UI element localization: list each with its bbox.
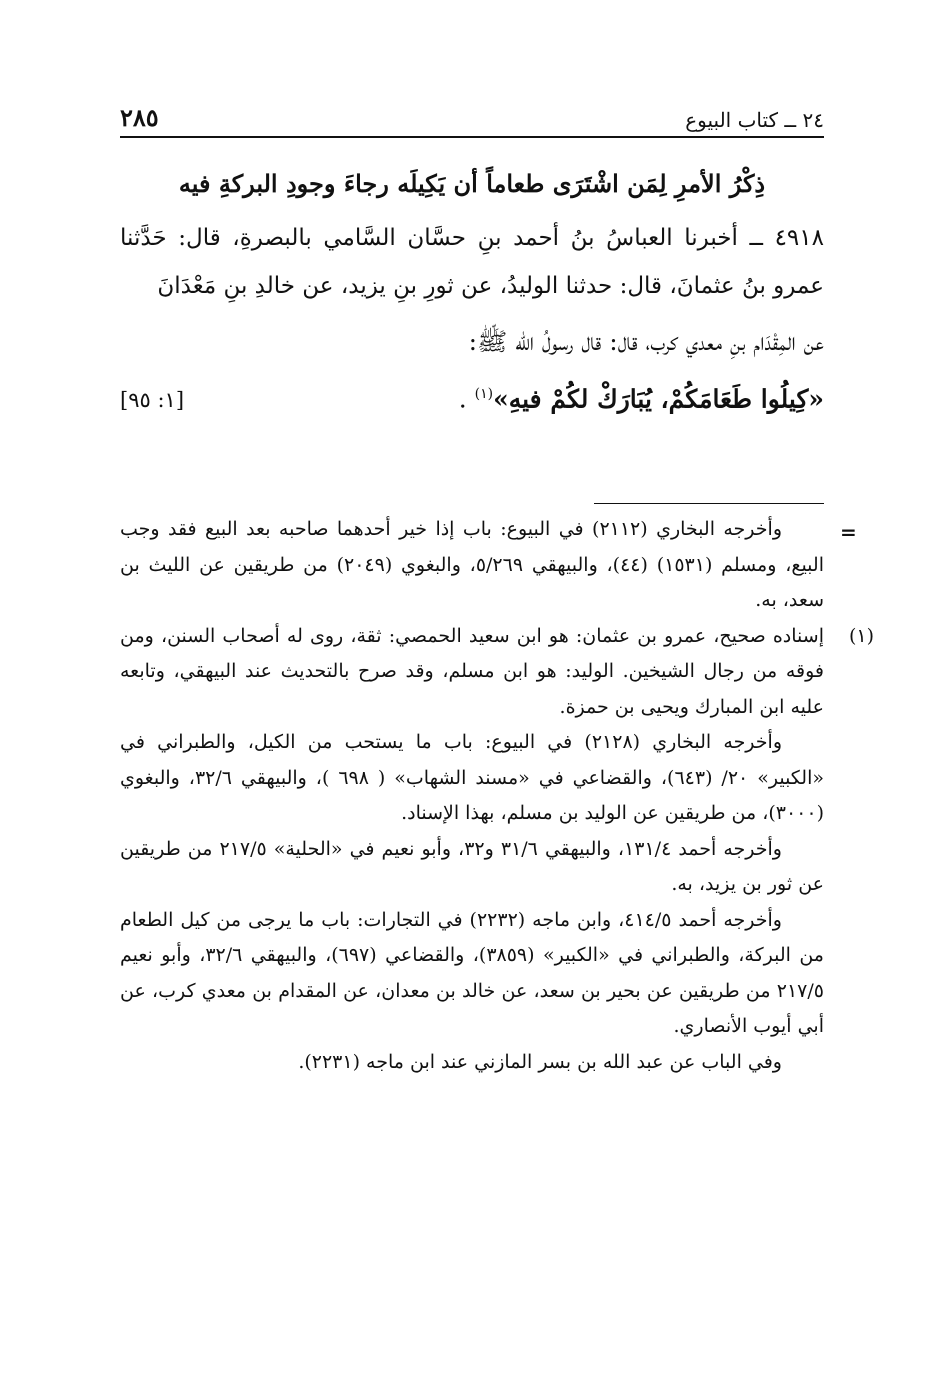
hadith-matn bbox=[459, 368, 824, 425]
footnote-1-number: (١) bbox=[848, 624, 874, 647]
hadith-reference: [١: ٩٥] bbox=[120, 388, 185, 413]
continuation-mark: = bbox=[840, 520, 857, 544]
footnote-1-para: وفي الباب عن عبد الله بن بسر المازني عند ابن ماجه (٢٢٣١). bbox=[298, 1050, 782, 1073]
hadith-isnad: ٤٩١٨ ــ أخبرنا العباسُ بنُ أحمد بنِ حسَّان السَّامي بالبصرةِ، قال: حَدَّثنا عمرو بنُ عثمانَ، قال: حدثنا الوليدُ، عن ثورِ بنِ يزيد، عن خالدِ بنِ مَعْدَانَ bbox=[120, 225, 824, 299]
footnote-1-para: وأخرجه أحمد ٤١٤/٥، وابن ماجه (٢٢٣٢) في التجارات: باب ما يرجى من كيل الطعام من البركة، والطبراني في «الكبير» (٣٨٥٩)، والقضاعي (٦٩٧)، والبيهقي ٣٢/٦، وأبو نعيم ٢١٧/٥ من طريقين عن بحير بن سعد، عن خالد بن معدان، عن المقدام بن معدي كرب، عن أبي أيوب الأنصاري. bbox=[120, 908, 824, 1037]
main-text bbox=[120, 158, 824, 426]
hadith-matn-intro: عن المِقْدَام بنِ معدي كرب، قال: قال رسولُ الله ﷺ: bbox=[468, 327, 824, 356]
footnotes bbox=[120, 512, 874, 1080]
footnote-1-para: وأخرجه أحمد ١٣١/٤، والبيهقي ٣١/٦ و٣٢، وأبو نعيم في «الحلية» ٢١٧/٥ من طريقين عن ثور بن يزيد، به. bbox=[120, 837, 824, 895]
header-rule bbox=[120, 136, 824, 138]
matn-end: . bbox=[458, 384, 475, 414]
footnote-separator bbox=[594, 503, 824, 504]
page-header bbox=[120, 92, 824, 132]
chapter-title: ذِكْرُ الأمرِ لِمَن اشْتَرَى طعاماً أن يَكِيلَه رجاءَ وجودِ البركةِ فيه bbox=[178, 169, 766, 198]
hadith-quote: «كِيلُوا طَعَامَكُمْ، يُبَارَكْ لكُمْ فيهِ» bbox=[493, 384, 824, 414]
footnote-1-para: إسناده صحيح، عمرو بن عثمان: هو ابن سعيد الحمصي: ثقة، روى له أصحاب السنن، ومن فوقه من رجال الشيخين. الوليد: هو ابن مسلم، وقد صرح بالتحديث عند البيهقي، وتابعه عليه ابن المبارك ويحيى بن حمزة. bbox=[120, 624, 824, 718]
running-title: ٢٤ ــ كتاب البيوع bbox=[685, 108, 824, 132]
footnote-1 bbox=[120, 619, 874, 1081]
footnote-continued-para: وأخرجه البخاري (٢١١٢) في البيوع: باب إذا خير أحدهما صاحبه بعد البيع فقد وجب البيع، ومسلم (١٥٣١) (٤٤)، والبيهقي ٥/٢٦٩، والبغوي (٢٠٤٩) من طريقين عن الليث بن سعد، به. bbox=[120, 518, 824, 611]
footnote-marker[interactable]: (١) bbox=[474, 386, 494, 402]
footnote-1-para: وأخرجه البخاري (٢١٢٨) في البيوع: باب ما يستحب من الكيل، والطبراني في «الكبير» ٢٠/ (٦٤٣)، والقضاعي في «مسند الشهاب» ( ٦٩٨ )، والبيهقي ٣٢/٦، والبغوي (٣٠٠٠)، من طريقين عن الوليد بن مسلم، بهذا الإسناد. bbox=[120, 731, 824, 824]
hadith-matn-line bbox=[120, 368, 824, 426]
page-number: ٢٨٥ bbox=[120, 103, 159, 132]
